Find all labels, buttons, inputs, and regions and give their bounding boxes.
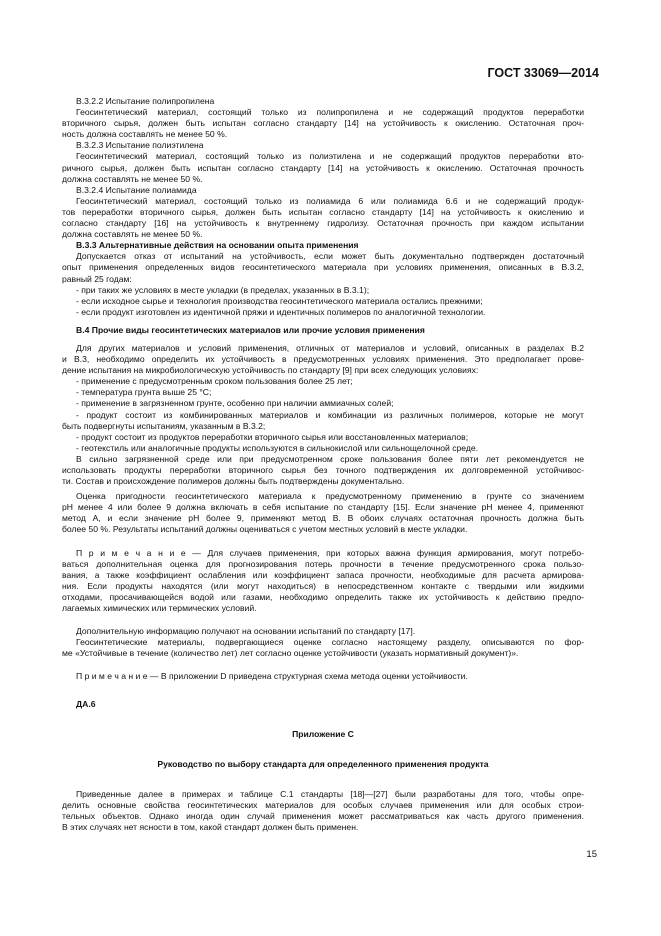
text-line: ность должна составлять не менее 50 %. [62,129,228,140]
text-line: должна составлять не менее 50 %. [62,229,203,240]
note-line: ния. Если продукты находятся (или могут находиться) в непосредственном контакте с твердыми или жидкими [62,580,584,591]
note-line: ваться дополнительная оценка для прогнозирования потерь прочности в течение предусмотренного срока пользо- [62,558,584,569]
list-item: - применение с предусмотренным сроком пользования более 25 лет; [76,376,353,387]
text-line: тов переработки вторичного сырья, должен быть испытан согласно стандарту [14] на устойчивость к окислению и [62,206,584,217]
text-line: Геосинтетический материал, состоящий только из полиамида 6 или полиамида 6.6 и не содержащий продук- [76,195,584,206]
section-3-2-3-title: В.3.2.3 Испытание полиэтилена [76,140,204,151]
section-3-2-4-title: В.3.2.4 Испытание полиамида [76,184,197,195]
text-line: должна составлять не менее 50 %. [62,173,203,184]
note-line: вания, а также коэффициент ослабления или коэффициент запаса прочности, необходимые для расчета армирова- [62,569,584,580]
list-item: - если исходное сырье и технология производства геосинтетического материала остались прежними; [76,295,483,306]
text-line: вторичного сырья, должен быть испытан согласно стандарту [14] на устойчивость к окислению. Остаточная проч- [62,118,584,129]
page-body [62,96,584,833]
text-line: Приведенные далее в примерах и таблице С.1 стандарты [18]—[27] были разработаны для того, чтобы опре- [76,788,584,799]
list-item: - температура грунта выше 25 °С; [76,387,212,398]
da6-label: ДА.6 [76,698,96,709]
text-line: pH менее 4 или более 9 должна включать в себя испытание по стандарту [15]. Если значение pH менее 4, применяют [62,502,584,513]
note-line: П р и м е ч а н и е — Для случаев применения, при которых важна функция армирования, могут потребо- [76,547,584,558]
text-line: Оценка пригодности геосинтетического материала к предусмотренному применению в грунте со значением [76,491,584,502]
section-3-2-2-title: В.3.2.2 Испытание полипропилена [76,96,215,106]
note-line: П р и м е ч а н и е — В приложении D приведена структурная схема метода оценки устойчивости. [76,671,468,682]
text-line: согласно стандарту [16] на устойчивость к внутреннему гидролизу. Остаточная прочность при каждом испытании [62,218,584,229]
text-line: метод А, и если значение pH более 9, применяют метод В. В обоих случаях остаточная прочность должна быть [62,513,584,524]
text-line: опыт применения определенных видов геосинтетического материала при условиях применения, описанных в В.3.2, [62,262,584,273]
text-line: ти. Состав и происхождение полимеров должны быть подтверждены документально. [62,476,405,487]
text-line: равный 25 годам: [62,273,132,284]
list-item: быть подвергнуты испытаниям, указанным в В.3.2; [62,420,266,431]
list-item: - при таких же условиях в месте укладки (в пределах, указанных в В.3.1); [76,284,370,295]
text-line: Геосинтетический материал, состоящий только из полиэтилена и не содержащий продуктов переработки вто- [76,151,584,162]
text-line: использовать продукты переработки вторичного сырья без точного подтверждения их долговременной устойчивос- [62,465,584,475]
note-line: отходами, просачивающейся водой или газами, необходимо определить также их устойчивость к действию предпо- [62,591,584,602]
text-line: В сильно загрязненной среде или при предусмотренном сроке пользования более пяти лет рекомендуется не [76,453,584,464]
text-line: Для других материалов и условий применения, отличных от материалов и условий, описанных в разделах В.2 [76,342,584,353]
list-item: - продукт состоит из продуктов переработки вторичного сырья или восстановленных материалов; [76,431,469,442]
text-line: Геосинтетический материал, состоящий только из полипропилена и не содержащий продуктов переработки [76,107,584,118]
text-line: Дополнительную информацию получают на основании испытаний по стандарту [17]. [76,626,416,637]
section-4-title: В.4 Прочие виды геосинтетических материалов или прочие условия применения [76,324,425,335]
list-item: - применение в загрязненном грунте, особенно при наличии аммиачных солей; [76,398,394,409]
text-line: ме «Устойчивые в течение (количество лет) лет согласно оценке устойчивости (указать нормативный документ)». [62,648,519,659]
list-item: - продукт состоит из комбинированных материалов и комбинации из различных полимеров, которые не могут [76,409,584,420]
note-line: лагаемых химических или термических условий. [62,603,257,614]
text-line: тельных объектов. Однако иногда один случай применения может рассматриваться как часть другого применения. [62,810,584,821]
text-line: делить основные свойства геосинтетических материалов для особых случаев применения или для особых строи- [62,799,584,810]
list-item: - если продукт изготовлен из идентичной пряжи и идентичных полимеров по аналогичной технологии. [76,306,486,317]
text-line: более 50 %. Результаты испытаний должны оцениваться с учетом местных условий в месте укладки. [62,524,468,535]
text-line: В этих случаях нет ясности в том, какой стандарт должен быть применен. [62,822,359,833]
page-number: 15 [586,849,597,860]
list-item: - геотекстиль или аналогичные продукты используются в сильнокислой или сильнощелочной среде. [76,442,479,453]
text-line: Допускается отказ от испытаний на устойчивость, если может быть документально подтвержден достаточный [76,251,584,262]
appendix-subtitle: Руководство по выбору стандарта для определенного применения продукта [157,758,489,769]
text-line: и В.3, необходимо определить их устойчивость в предусмотренных условиях применения. Это предполагает прове- [62,354,584,365]
document-code: ГОСТ 33069—2014 [487,66,599,80]
section-3-3-title: В.3.3 Альтернативные действия на основании опыта применения [76,240,359,251]
text-line: дение испытания на микробиологическую устойчивость по стандарту [9] при всех следующих условиях: [62,365,479,376]
text-line: Геосинтетические материалы, подвергающиеся оценке согласно настоящему разделу, описываются по фор- [76,637,584,648]
text-line: ричного сырья, должен быть испытан согласно стандарту [14] на устойчивость к окислению. Остаточная прочность [62,162,584,173]
appendix-title: Приложение С [292,728,354,739]
